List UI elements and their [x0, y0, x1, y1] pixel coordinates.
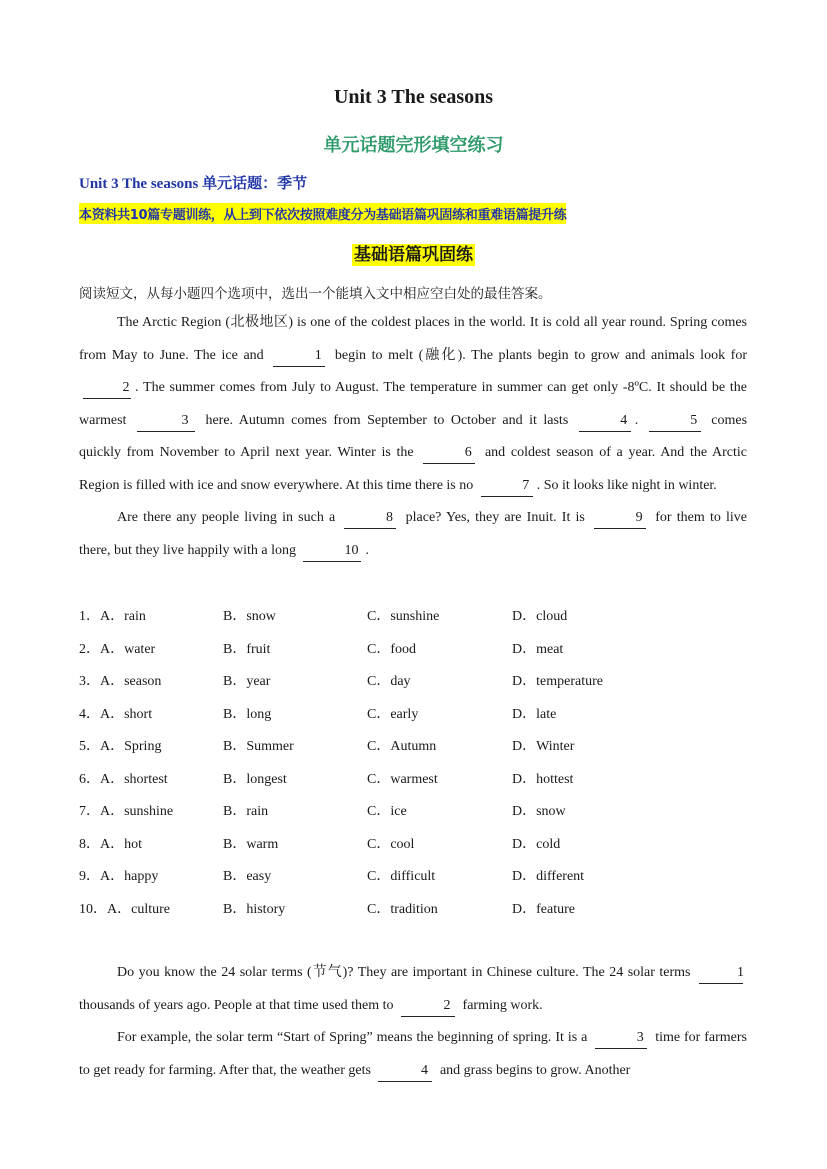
- option-b: B．year: [223, 674, 271, 689]
- instructions: 阅读短文，从每小题四个选项中，选出一个能填入文中相应空白处的最佳答案。: [79, 286, 552, 302]
- text: Are there any people living in such a: [117, 510, 336, 525]
- option-a: 3．A．season: [79, 674, 162, 689]
- blank-3: 3: [595, 1028, 647, 1049]
- passage-1-paragraph-1: [79, 307, 747, 502]
- option-b: B．Summer: [223, 739, 294, 754]
- option-b: B．warm: [223, 836, 279, 852]
- question-row: [79, 599, 759, 632]
- section-heading: [0, 240, 827, 265]
- text: .: [634, 412, 639, 428]
- option-d: D．cold: [512, 836, 561, 852]
- option-b: B．snow: [223, 609, 276, 624]
- passage-2-paragraph-1: [79, 957, 747, 1022]
- option-c: C．sunshine: [367, 609, 440, 624]
- passage-1-paragraph-2: [79, 502, 747, 567]
- option-a: 1．A．rain: [79, 609, 146, 624]
- question-row: [79, 794, 759, 827]
- text: and grass begins to grow. Another: [439, 1062, 631, 1078]
- blank-5: 5: [649, 411, 701, 432]
- blank-1: 1: [273, 346, 325, 367]
- blank-2: 2: [83, 378, 131, 399]
- option-c: C．early: [367, 706, 419, 722]
- option-c: C．difficult: [367, 869, 436, 884]
- option-a: 10．A．culture: [79, 901, 170, 917]
- text: . The summer comes from July to August. The temperature in summer can get only -8ºC. It should be the warmest: [79, 380, 747, 428]
- blank-10: 10: [303, 541, 361, 562]
- question-row: [79, 762, 759, 795]
- text: and coldest season of a year. And the Arctic Region is filled with ice and snow everywhere. At this time there is no: [79, 445, 747, 493]
- question-row: [79, 859, 759, 892]
- blank-6: 6: [423, 443, 475, 464]
- question-row: [79, 632, 759, 665]
- text: time for farmers to get ready for farming. After that, the weather gets: [79, 1030, 748, 1078]
- option-b: B．rain: [223, 804, 269, 819]
- text: For example, the solar term “Start of Spring” means the beginning of spring. It is a: [117, 1030, 588, 1045]
- option-c: C．cool: [367, 836, 415, 852]
- option-b: B．long: [223, 706, 272, 722]
- option-d: D．hottest: [512, 771, 574, 787]
- text: .: [365, 542, 369, 558]
- blank-2: 2: [401, 996, 455, 1017]
- option-b: B．longest: [223, 771, 287, 787]
- option-b: B．history: [223, 901, 286, 917]
- question-row: [79, 827, 759, 860]
- option-d: D．feature: [512, 901, 575, 917]
- text: . So it looks like night in winter.: [536, 477, 717, 493]
- option-c: C．ice: [367, 804, 407, 819]
- page-subtitle: 单元话题完形填空练习: [323, 135, 504, 156]
- option-c: C．food: [367, 641, 416, 657]
- answer-options: [79, 599, 759, 924]
- text: comes quickly from November to April next year. Winter is the: [79, 412, 748, 460]
- option-a: 6．A．shortest: [79, 771, 168, 787]
- blank-4: 4: [579, 411, 631, 432]
- option-d: D．cloud: [512, 609, 568, 624]
- text: thousands of years ago. People at that time used them to: [79, 997, 394, 1013]
- option-c: C．tradition: [367, 901, 438, 917]
- option-c: C．Autumn: [367, 739, 437, 754]
- text: for them to live there, but they live happily with a long: [79, 510, 748, 558]
- blank-4: 4: [378, 1061, 432, 1082]
- question-row: [79, 729, 759, 762]
- option-a: 2．A．water: [79, 641, 156, 657]
- blank-3: 3: [137, 411, 195, 432]
- question-row: [79, 664, 759, 697]
- unit-topic: Unit 3 The seasons 单元话题：季节: [79, 176, 308, 192]
- option-d: D．snow: [512, 804, 566, 819]
- text: Do you know the 24 solar terms (节气)? They are important in Chinese culture. The 24 solar terms: [117, 965, 691, 980]
- option-a: 8．A．hot: [79, 836, 142, 852]
- option-a: 4．A．short: [79, 706, 153, 722]
- blank-9: 9: [594, 508, 646, 529]
- option-d: D．late: [512, 706, 557, 722]
- option-a: 5．A．Spring: [79, 739, 162, 754]
- passage-2: [79, 957, 747, 1087]
- page-title: Unit 3 The seasons: [333, 86, 494, 108]
- highlight-notice: 本资料共10篇专题训练，从上到下依次按照难度分为基础语篇巩固练和重难语篇提升练: [79, 203, 566, 224]
- option-d: D．meat: [512, 641, 564, 657]
- passage-2-paragraph-2: [79, 1022, 747, 1087]
- section-heading-text: 基础语篇巩固练: [354, 245, 473, 265]
- text: here. Autumn comes from September to October and it lasts: [205, 412, 569, 428]
- option-b: B．easy: [223, 869, 272, 884]
- blank-8: 8: [344, 508, 396, 529]
- option-d: D．temperature: [512, 674, 603, 689]
- option-d: D．different: [512, 869, 585, 884]
- text: begin to melt (融化). The plants begin to grow and animals look for: [334, 347, 748, 363]
- text: farming work.: [462, 997, 543, 1013]
- option-a: 9．A．happy: [79, 869, 159, 884]
- passage-1: [79, 307, 747, 567]
- option-d: D．Winter: [512, 739, 575, 754]
- question-row: [79, 892, 759, 925]
- question-row: [79, 697, 759, 730]
- option-c: C．warmest: [367, 771, 438, 787]
- option-c: C．day: [367, 674, 411, 689]
- blank-7: 7: [481, 476, 533, 497]
- text: The Arctic Region (北极地区) is one of the coldest places in the world. It is cold all year round. Spring comes from May to June. The ice and: [79, 315, 747, 363]
- option-b: B．fruit: [223, 641, 271, 657]
- blank-1: 1: [699, 963, 743, 984]
- option-a: 7．A．sunshine: [79, 804, 174, 819]
- text: place? Yes, they are Inuit. It is: [405, 510, 585, 525]
